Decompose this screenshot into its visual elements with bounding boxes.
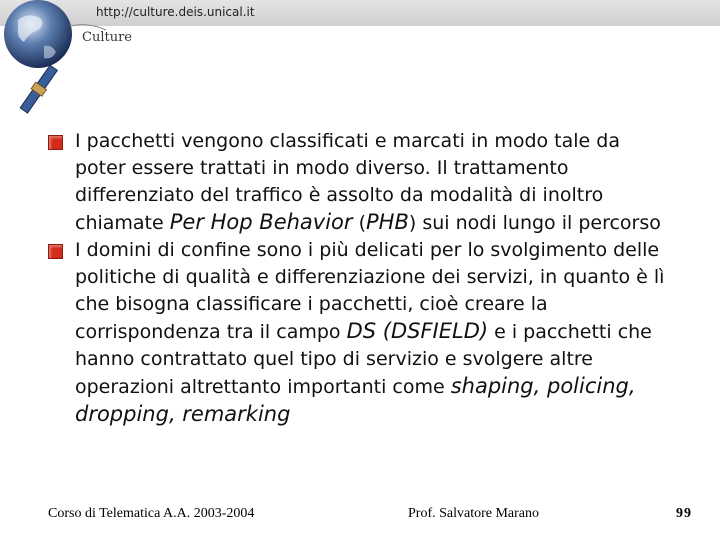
text-run: e i pacchetti che hanno contrattato quel tipo di servizio e svolgere altre operazioni altrettanto importanti come [75, 321, 652, 398]
bullet-item [48, 237, 668, 429]
text-run-italic: PHB [366, 210, 409, 234]
text-run: ) sui nodi lungo il percorso [408, 212, 661, 234]
bullet-square-icon [48, 244, 63, 259]
text-run-italic: Per Hop Behavior [169, 210, 353, 234]
text-run: I domini di confine sono i più delicati per lo svolgimento delle politiche di qualità e differenziazione dei servizi, in quanto è lì che bisogna classificare i pacchetti, cioè creare la corrispondenza tra il campo [75, 239, 665, 343]
site-url: http://culture.deis.unical.it [96, 5, 255, 19]
text-run: I pacchetti vengono classificati e marcati in modo tale da poter essere trattati in modo diverso. Il trattamento differenziato del traffico è assolto da modalità di inoltro chiamate [75, 130, 620, 234]
page-number: 99 [676, 506, 692, 521]
slide-footer [0, 506, 720, 526]
logo-text: Culture [82, 30, 132, 45]
author-label: Prof. Salvatore Marano [408, 506, 540, 521]
bullet-square-icon [48, 135, 63, 150]
bullet-text [75, 130, 661, 234]
text-run-italic: shaping, policing, dropping, remarking [75, 374, 636, 426]
text-run: ( [352, 212, 366, 234]
bullet-text [75, 239, 664, 426]
bullet-item [48, 128, 668, 237]
text-run-italic: DS (DSFIELD) [346, 319, 489, 343]
slide-body [48, 128, 668, 429]
course-label: Corso di Telematica A.A. 2003-2004 [48, 506, 255, 521]
